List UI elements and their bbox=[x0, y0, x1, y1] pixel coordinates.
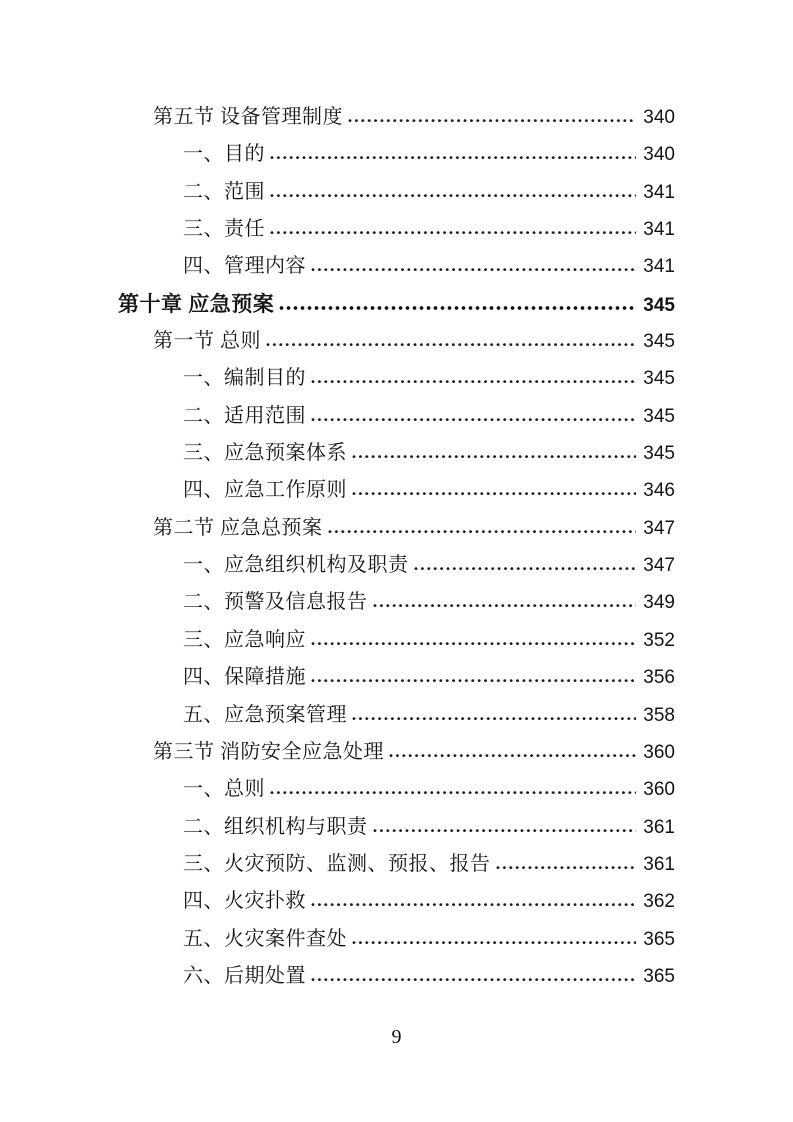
toc-entry-page-number: 340 bbox=[643, 144, 675, 166]
toc-entry-page-number: 365 bbox=[643, 965, 675, 987]
toc-entry-title: 二、范围 bbox=[183, 180, 265, 203]
toc-entry-page-number: 361 bbox=[643, 853, 675, 875]
table-of-contents bbox=[118, 99, 675, 995]
toc-entry-title: 第十章 应急预案 bbox=[118, 291, 275, 316]
toc-entry-title: 五、火灾案件查处 bbox=[183, 927, 347, 950]
dot-leader bbox=[279, 305, 636, 311]
toc-entry-title: 四、保障措施 bbox=[183, 666, 306, 689]
toc-entry-page-number: 341 bbox=[643, 256, 675, 278]
dot-leader bbox=[352, 940, 636, 945]
dot-leader bbox=[311, 641, 636, 646]
toc-entry-page-number: 340 bbox=[643, 107, 675, 128]
dot-leader bbox=[373, 828, 637, 833]
toc-entry-title: 第五节 设备管理制度 bbox=[153, 106, 343, 128]
dot-leader bbox=[270, 230, 636, 235]
dot-leader bbox=[496, 865, 637, 870]
toc-row-section[interactable] bbox=[118, 99, 675, 136]
dot-leader bbox=[348, 118, 636, 123]
toc-entry-page-number: 345 bbox=[643, 443, 675, 465]
toc-row-item[interactable] bbox=[118, 136, 675, 173]
toc-entry-title: 三、应急预案体系 bbox=[183, 442, 347, 465]
toc-row-item[interactable] bbox=[118, 248, 675, 285]
toc-entry-title: 第三节 消防安全应急处理 bbox=[153, 740, 384, 763]
dot-leader bbox=[311, 902, 636, 907]
toc-row-item[interactable] bbox=[118, 211, 675, 248]
dot-leader bbox=[311, 417, 636, 422]
toc-entry-page-number: 345 bbox=[643, 405, 675, 427]
toc-row-chapter[interactable] bbox=[118, 286, 675, 323]
toc-entry-page-number: 352 bbox=[643, 629, 675, 651]
toc-row-item[interactable] bbox=[118, 584, 675, 621]
toc-entry-title: 二、组织机构与职责 bbox=[183, 815, 368, 838]
toc-entry-page-number: 360 bbox=[643, 779, 675, 801]
toc-entry-title: 三、应急响应 bbox=[183, 628, 306, 651]
toc-entry-title: 四、应急工作原则 bbox=[183, 479, 347, 502]
toc-row-item[interactable] bbox=[118, 958, 675, 995]
toc-row-item[interactable] bbox=[118, 809, 675, 846]
footer-page-number: 9 bbox=[391, 1026, 402, 1048]
toc-entry-page-number: 346 bbox=[643, 480, 675, 502]
toc-entry-page-number: 341 bbox=[643, 181, 675, 203]
toc-entry-title: 一、总则 bbox=[183, 778, 265, 801]
toc-row-item[interactable] bbox=[118, 771, 675, 808]
dot-leader bbox=[311, 977, 636, 982]
toc-entry-page-number: 365 bbox=[643, 928, 675, 950]
toc-row-item[interactable] bbox=[118, 360, 675, 397]
toc-entry-page-number: 362 bbox=[643, 891, 675, 913]
toc-row-item[interactable] bbox=[118, 547, 675, 584]
dot-leader bbox=[389, 753, 636, 758]
dot-leader bbox=[328, 529, 637, 534]
toc-entry-title: 四、火灾扑救 bbox=[183, 890, 306, 913]
toc-entry-page-number: 347 bbox=[643, 555, 675, 577]
dot-leader bbox=[352, 491, 636, 496]
dot-leader bbox=[311, 267, 636, 272]
toc-row-item[interactable] bbox=[118, 622, 675, 659]
dot-leader bbox=[311, 678, 636, 683]
toc-entry-page-number: 345 bbox=[643, 368, 675, 390]
toc-entry-page-number: 349 bbox=[643, 592, 675, 614]
toc-entry-page-number: 345 bbox=[643, 331, 675, 353]
dot-leader bbox=[373, 603, 637, 608]
toc-row-section[interactable] bbox=[118, 323, 675, 360]
toc-entry-title: 四、管理内容 bbox=[183, 255, 306, 278]
toc-row-item[interactable] bbox=[118, 883, 675, 920]
dot-leader bbox=[352, 454, 636, 459]
toc-entry-page-number: 356 bbox=[643, 667, 675, 689]
toc-entry-title: 一、编制目的 bbox=[183, 367, 306, 390]
toc-entry-page-number: 360 bbox=[643, 741, 675, 763]
toc-row-item[interactable] bbox=[118, 846, 675, 883]
dot-leader bbox=[311, 379, 636, 384]
toc-entry-title: 二、适用范围 bbox=[183, 404, 306, 427]
toc-row-item[interactable] bbox=[118, 398, 675, 435]
toc-row-item[interactable] bbox=[118, 697, 675, 734]
dot-leader bbox=[270, 193, 636, 198]
toc-entry-title: 三、火灾预防、监测、预报、报告 bbox=[183, 852, 491, 875]
toc-row-item[interactable] bbox=[118, 472, 675, 509]
dot-leader bbox=[266, 342, 636, 347]
toc-row-item[interactable] bbox=[118, 921, 675, 958]
toc-entry-page-number: 361 bbox=[643, 816, 675, 838]
dot-leader bbox=[414, 566, 637, 571]
toc-entry-page-number: 358 bbox=[643, 704, 675, 726]
toc-row-item[interactable] bbox=[118, 659, 675, 696]
toc-row-section[interactable] bbox=[118, 510, 675, 547]
toc-entry-page-number: 345 bbox=[643, 294, 675, 316]
toc-entry-title: 第二节 应急总预案 bbox=[153, 516, 323, 539]
toc-entry-title: 五、应急预案管理 bbox=[183, 703, 347, 726]
dot-leader bbox=[270, 155, 636, 160]
dot-leader bbox=[270, 790, 636, 795]
toc-entry-page-number: 341 bbox=[643, 219, 675, 241]
toc-entry-title: 三、责任 bbox=[183, 218, 265, 241]
toc-entry-title: 一、目的 bbox=[183, 143, 265, 166]
toc-row-section[interactable] bbox=[118, 734, 675, 771]
toc-row-item[interactable] bbox=[118, 174, 675, 211]
toc-entry-title: 一、应急组织机构及职责 bbox=[183, 554, 409, 577]
dot-leader bbox=[352, 716, 636, 721]
toc-entry-page-number: 347 bbox=[643, 517, 675, 539]
toc-entry-title: 第一节 总则 bbox=[153, 330, 261, 353]
toc-entry-title: 二、预警及信息报告 bbox=[183, 591, 368, 614]
toc-entry-title: 六、后期处置 bbox=[183, 964, 306, 987]
toc-row-item[interactable] bbox=[118, 435, 675, 472]
